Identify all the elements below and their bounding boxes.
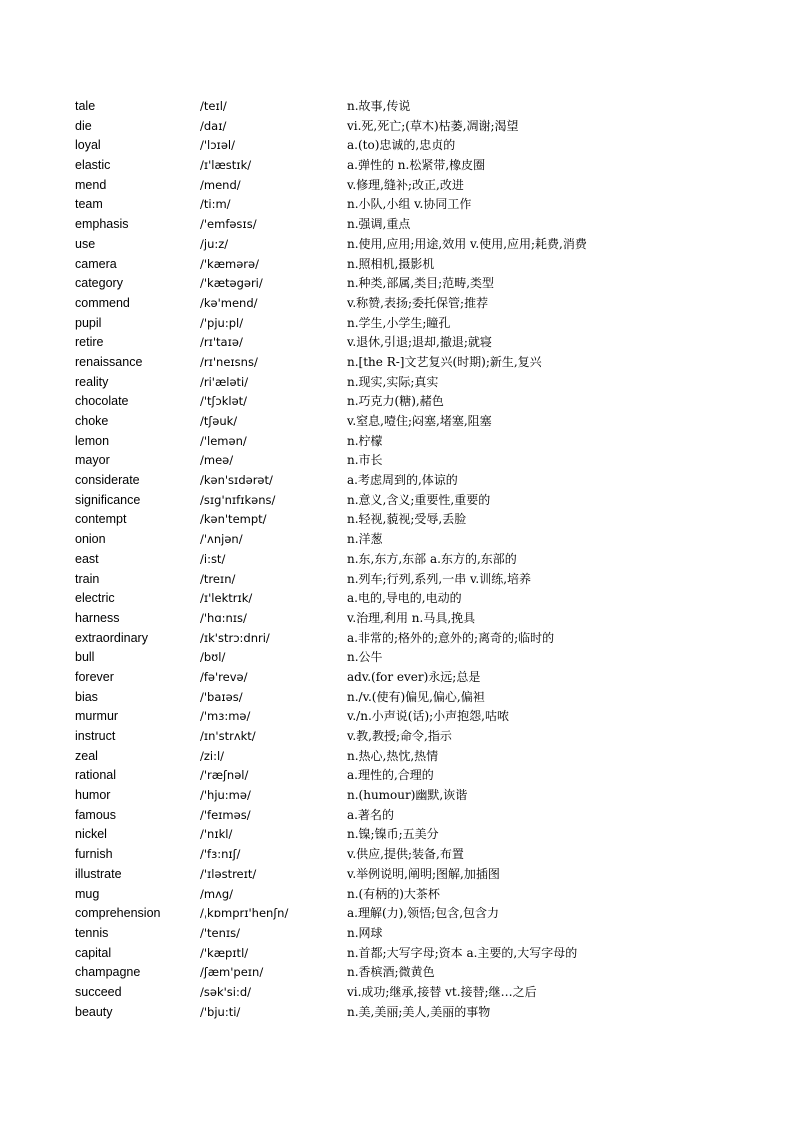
vocab-phonetic: /mend/ bbox=[200, 177, 241, 192]
vocab-phonetic: /bʊl/ bbox=[200, 650, 226, 665]
vocab-phonetic: /'kæpɪtl/ bbox=[200, 945, 249, 960]
vocab-definition: v.窒息,噎住;闷塞,堵塞,阻塞 bbox=[347, 414, 492, 428]
vocab-row bbox=[75, 412, 775, 432]
vocab-word: forever bbox=[75, 669, 114, 684]
vocab-definition: a.弹性的 n.松紧带,橡皮圈 bbox=[347, 158, 486, 173]
vocab-word: camera bbox=[75, 256, 117, 271]
vocab-definition: a.理性的,合理的 bbox=[347, 768, 434, 783]
vocab-definition: n.强调,重点 bbox=[347, 217, 411, 232]
vocab-definition: n.小队,小组 v.协同工作 bbox=[347, 197, 472, 212]
vocab-word: mug bbox=[75, 886, 100, 901]
vocab-phonetic: /kə'mend/ bbox=[200, 295, 258, 310]
vocab-phonetic: /ri'æləti/ bbox=[200, 374, 249, 389]
vocab-phonetic: /'feɪməs/ bbox=[200, 807, 251, 822]
vocab-phonetic: /sɪg'nɪfɪkəns/ bbox=[200, 492, 276, 507]
vocab-phonetic: /ɪn'strʌkt/ bbox=[200, 729, 256, 743]
vocab-phonetic: /'lɔɪəl/ bbox=[200, 138, 235, 153]
vocab-definition: n.热心,热忱,热情 bbox=[347, 748, 439, 763]
vocab-word: mend bbox=[75, 177, 107, 192]
vocab-definition: a.理解(力),领悟;包含,包含力 bbox=[347, 906, 500, 921]
vocab-definition: a.电的,导电的,电动的 bbox=[347, 591, 462, 606]
vocab-word: bull bbox=[75, 650, 95, 665]
vocab-phonetic: /rɪ'taɪə/ bbox=[200, 335, 243, 350]
vocab-phonetic: /ɪk'strɔ:dnri/ bbox=[200, 630, 270, 645]
vocab-phonetic: /'mɜ:mə/ bbox=[200, 709, 251, 724]
vocab-word: significance bbox=[75, 492, 141, 507]
vocab-definition: a.著名的 bbox=[347, 807, 394, 822]
vocab-definition: n.镍;镍币;五美分 bbox=[347, 827, 439, 842]
vocab-definition: v./n.小声说(话);小声抱怨,咕哝 bbox=[347, 709, 509, 724]
vocab-phonetic: /ɪ'læstɪk/ bbox=[200, 158, 252, 173]
vocab-word: capital bbox=[75, 945, 112, 960]
vocab-row bbox=[75, 451, 775, 471]
vocab-row bbox=[75, 589, 775, 609]
vocab-phonetic: /daɪ/ bbox=[200, 118, 227, 133]
vocab-row bbox=[75, 215, 775, 235]
vocab-word: lemon bbox=[75, 433, 110, 448]
vocab-phonetic: /meə/ bbox=[200, 453, 234, 468]
vocab-phonetic: /'hɑ:nɪs/ bbox=[200, 610, 247, 625]
vocab-definition: vi.成功;继承,接替 vt.接替;继…之后 bbox=[347, 984, 537, 999]
vocab-row bbox=[75, 570, 775, 590]
vocab-definition: n.(有柄的)大茶杯 bbox=[347, 886, 440, 901]
vocab-word: mayor bbox=[75, 453, 110, 468]
vocab-definition: n.美,美丽;美人,美丽的事物 bbox=[347, 1004, 491, 1019]
vocab-row bbox=[75, 136, 775, 156]
vocab-row bbox=[75, 392, 775, 412]
vocab-word: reality bbox=[75, 374, 109, 389]
vocab-phonetic: /'fɜ:nɪʃ/ bbox=[200, 847, 241, 862]
vocab-phonetic: /kən'tempt/ bbox=[200, 512, 267, 527]
vocab-phonetic: /sək'si:d/ bbox=[200, 984, 251, 999]
vocab-definition: n.种类,部属,类目;范畴,类型 bbox=[347, 276, 495, 291]
vocab-row bbox=[75, 944, 775, 964]
vocab-word: electric bbox=[75, 591, 115, 606]
vocab-word: furnish bbox=[75, 847, 113, 862]
vocab-word: elastic bbox=[75, 158, 111, 173]
vocab-phonetic: /'baɪəs/ bbox=[200, 689, 243, 704]
vocab-definition: n.公牛 bbox=[347, 650, 383, 665]
vocab-definition: n.使用,应用;用途,效用 v.使用,应用;耗费,消费 bbox=[347, 236, 587, 251]
vocab-row bbox=[75, 1003, 775, 1023]
vocab-word: instruct bbox=[75, 729, 116, 743]
vocab-row bbox=[75, 117, 775, 137]
vocab-definition: n.市长 bbox=[347, 453, 383, 468]
vocab-row bbox=[75, 727, 775, 747]
vocab-word: bias bbox=[75, 689, 98, 704]
vocab-word: tale bbox=[75, 99, 96, 113]
vocab-definition: vi.死,死亡;(草木)枯萎,凋谢;渴望 bbox=[347, 118, 519, 133]
vocab-row bbox=[75, 294, 775, 314]
vocab-definition: n.轻视,藐视;受辱,丢脸 bbox=[347, 512, 467, 527]
vocab-definition: n.首都;大写字母;资本 a.主要的,大写字母的 bbox=[347, 945, 578, 960]
vocab-word: succeed bbox=[75, 984, 122, 999]
vocab-definition: n.香槟酒;微黄色 bbox=[347, 965, 435, 980]
vocab-phonetic: /'nɪkl/ bbox=[200, 827, 233, 842]
vocab-phonetic: /'ɪləstreɪt/ bbox=[200, 866, 257, 881]
vocab-word: renaissance bbox=[75, 354, 143, 369]
vocab-word: champagne bbox=[75, 965, 141, 980]
vocab-definition: v.教,教授;命令,指示 bbox=[347, 729, 452, 743]
vocab-phonetic: /ʃæm'peɪn/ bbox=[200, 965, 264, 980]
vocab-word: east bbox=[75, 551, 99, 566]
vocab-word: loyal bbox=[75, 138, 101, 153]
vocab-phonetic: /'emfəsɪs/ bbox=[200, 217, 257, 232]
vocab-phonetic: /treɪn/ bbox=[200, 571, 236, 586]
vocab-row bbox=[75, 156, 775, 176]
vocab-phonetic: /ti:m/ bbox=[200, 197, 231, 212]
vocab-definition: v.修理,缝补;改正,改进 bbox=[347, 177, 464, 192]
vocab-definition: n.[the R-]文艺复兴(时期);新生,复兴 bbox=[347, 354, 542, 369]
vocab-row bbox=[75, 904, 775, 924]
vocab-phonetic: /'ʌnjən/ bbox=[200, 532, 243, 547]
vocab-word: train bbox=[75, 571, 100, 586]
vocab-row bbox=[75, 786, 775, 806]
vocab-definition: n.列车;行列,系列,一串 v.训练,培养 bbox=[347, 571, 532, 586]
vocab-definition: a.非常的;格外的;意外的;离奇的;临时的 bbox=[347, 630, 555, 645]
vocab-phonetic: /tʃəuk/ bbox=[200, 414, 238, 428]
vocab-definition: n.(humour)幽默,诙谐 bbox=[347, 788, 468, 803]
vocab-word: comprehension bbox=[75, 906, 161, 921]
vocab-row bbox=[75, 707, 775, 727]
vocab-word: category bbox=[75, 276, 123, 291]
vocab-word: extraordinary bbox=[75, 630, 148, 645]
vocab-row bbox=[75, 195, 775, 215]
vocab-row bbox=[75, 747, 775, 767]
vocab-row bbox=[75, 885, 775, 905]
vocab-definition: v.退休,引退;退却,撤退;就寝 bbox=[347, 335, 492, 350]
vocab-row bbox=[75, 333, 775, 353]
vocab-phonetic: /teɪl/ bbox=[200, 99, 227, 113]
vocab-row bbox=[75, 766, 775, 786]
vocab-row bbox=[75, 471, 775, 491]
vocab-row bbox=[75, 688, 775, 708]
vocab-phonetic: /kən'sɪdərət/ bbox=[200, 473, 273, 488]
vocab-phonetic: /zi:l/ bbox=[200, 748, 225, 763]
vocab-row bbox=[75, 983, 775, 1003]
vocab-row bbox=[75, 806, 775, 826]
vocab-definition: v.举例说明,阐明;图解,加插图 bbox=[347, 866, 500, 881]
vocab-row bbox=[75, 176, 775, 196]
vocab-word: harness bbox=[75, 610, 120, 625]
vocab-phonetic: /'hju:mə/ bbox=[200, 788, 251, 803]
vocab-row bbox=[75, 609, 775, 629]
vocab-row bbox=[75, 255, 775, 275]
vocab-word: nickel bbox=[75, 827, 107, 842]
vocab-definition: n.现实,实际;真实 bbox=[347, 374, 439, 389]
vocab-row bbox=[75, 314, 775, 334]
vocab-row bbox=[75, 629, 775, 649]
vocab-word: onion bbox=[75, 532, 106, 547]
vocab-definition: v.供应,提供;装备,布置 bbox=[347, 847, 464, 862]
vocab-definition: n.网球 bbox=[347, 925, 383, 940]
vocab-row bbox=[75, 668, 775, 688]
vocab-word: murmur bbox=[75, 709, 119, 724]
vocab-row bbox=[75, 648, 775, 668]
vocab-phonetic: /mʌg/ bbox=[200, 886, 234, 901]
vocab-phonetic: /'bju:ti/ bbox=[200, 1004, 241, 1019]
vocab-row bbox=[75, 373, 775, 393]
vocab-row bbox=[75, 432, 775, 452]
vocab-word: die bbox=[75, 118, 92, 133]
vocab-word: humor bbox=[75, 788, 111, 803]
vocab-row bbox=[75, 510, 775, 530]
vocab-word: pupil bbox=[75, 315, 102, 330]
vocab-word: use bbox=[75, 236, 96, 251]
vocab-word: retire bbox=[75, 335, 104, 350]
vocab-word: emphasis bbox=[75, 217, 129, 232]
vocab-phonetic: /'ræʃnəl/ bbox=[200, 768, 249, 783]
vocab-phonetic: /'kæmərə/ bbox=[200, 256, 259, 271]
vocab-definition: n.东,东方,东部 a.东方的,东部的 bbox=[347, 551, 517, 566]
vocab-definition: n.故事,传说 bbox=[347, 99, 411, 113]
vocab-definition: n.意义,含义;重要性,重要的 bbox=[347, 492, 491, 507]
vocab-word: zeal bbox=[75, 748, 98, 763]
vocab-word: tennis bbox=[75, 925, 109, 940]
vocab-definition: n.柠檬 bbox=[347, 433, 383, 448]
vocab-definition: n.巧克力(糖),赭色 bbox=[347, 394, 444, 409]
vocab-word: illustrate bbox=[75, 866, 122, 881]
vocab-word: famous bbox=[75, 807, 116, 822]
vocab-definition: a.(to)忠诚的,忠贞的 bbox=[347, 138, 456, 153]
vocab-row bbox=[75, 963, 775, 983]
vocab-row bbox=[75, 274, 775, 294]
vocab-row bbox=[75, 235, 775, 255]
vocab-definition: a.考虑周到的,体谅的 bbox=[347, 473, 458, 488]
vocab-row bbox=[75, 353, 775, 373]
vocab-phonetic: /ju:z/ bbox=[200, 236, 229, 251]
vocab-phonetic: /'pju:pl/ bbox=[200, 315, 244, 330]
vocab-word: contempt bbox=[75, 512, 127, 527]
vocab-definition: v.称赞,表扬;委托保管;推荐 bbox=[347, 295, 489, 310]
vocab-definition: n./v.(使有)偏见,偏心,偏袒 bbox=[347, 689, 485, 704]
vocab-word: team bbox=[75, 197, 103, 212]
vocab-row bbox=[75, 865, 775, 885]
vocab-phonetic: /'tenɪs/ bbox=[200, 925, 241, 940]
vocab-phonetic: /'lemən/ bbox=[200, 433, 247, 448]
vocab-row bbox=[75, 924, 775, 944]
vocab-phonetic: /'tʃɔklət/ bbox=[200, 394, 248, 409]
vocab-row bbox=[75, 550, 775, 570]
vocab-definition: adv.(for ever)永远;总是 bbox=[347, 669, 481, 684]
vocab-row bbox=[75, 491, 775, 511]
vocab-phonetic: /ˌkɒmprɪ'henʃn/ bbox=[200, 906, 289, 921]
vocab-word: chocolate bbox=[75, 394, 129, 409]
vocab-definition: n.照相机,摄影机 bbox=[347, 256, 435, 271]
vocab-phonetic: /fə'revə/ bbox=[200, 669, 248, 684]
vocab-word: beauty bbox=[75, 1004, 113, 1019]
vocab-phonetic: /i:st/ bbox=[200, 551, 226, 566]
vocab-word: considerate bbox=[75, 473, 140, 488]
vocab-word: choke bbox=[75, 414, 109, 428]
vocab-phonetic: /ɪ'lektrɪk/ bbox=[200, 591, 253, 606]
vocab-row bbox=[75, 97, 775, 117]
vocab-row bbox=[75, 845, 775, 865]
vocab-phonetic: /'kætəgəri/ bbox=[200, 276, 263, 291]
vocab-word: rational bbox=[75, 768, 116, 783]
vocab-row bbox=[75, 530, 775, 550]
vocab-definition: v.治理,利用 n.马具,挽具 bbox=[347, 610, 476, 625]
vocab-row bbox=[75, 825, 775, 845]
vocab-definition: n.学生,小学生;瞳孔 bbox=[347, 315, 451, 330]
vocabulary-list bbox=[75, 97, 775, 1022]
vocab-phonetic: /rɪ'neɪsns/ bbox=[200, 354, 258, 369]
vocab-word: commend bbox=[75, 295, 130, 310]
vocab-definition: n.洋葱 bbox=[347, 532, 383, 547]
